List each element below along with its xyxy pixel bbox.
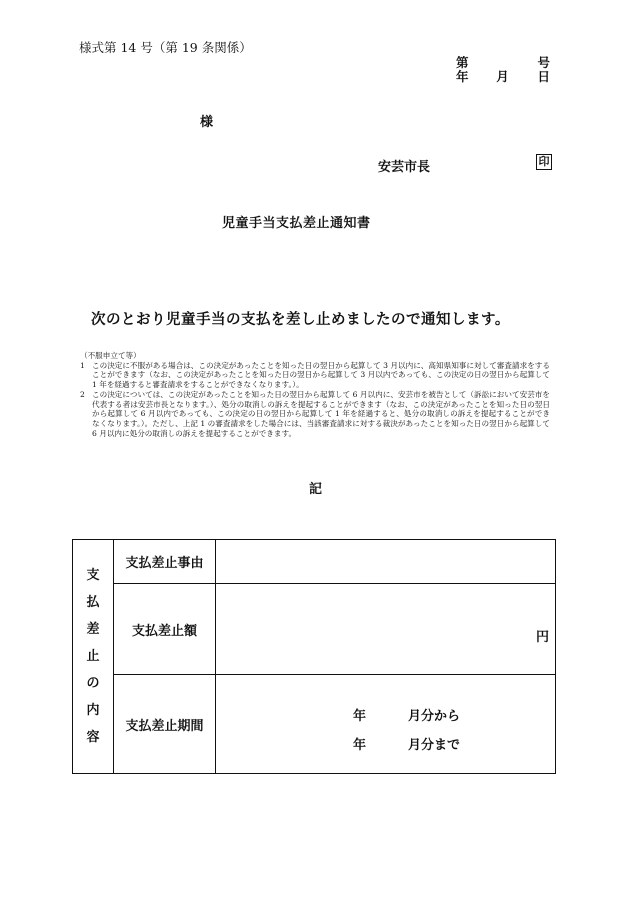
doc-number-suffix: 号 bbox=[537, 55, 550, 70]
note-text: この決定に不服がある場合は、この決定があったことを知った日の翌日から起算して 3 月以内に、高知県知事に対して審査請求をすることができます（なお、この決定があったことを知った日の翌日から起算して 3 月以内であっても、この決定の日の翌日から起算して 1 年を経過すると審査請求をすることができなくなります。）。 bbox=[92, 360, 550, 390]
document-title: 児童手当支払差止通知書 bbox=[222, 216, 371, 231]
doc-number-prefix: 第 bbox=[456, 55, 469, 70]
date-month-label: 月 bbox=[496, 69, 509, 84]
side-label-char: 容 bbox=[86, 730, 100, 745]
form-reference: 様式第 14 号（第 19 条関係） bbox=[79, 40, 252, 55]
period-from bbox=[353, 702, 460, 731]
appeal-notes bbox=[80, 351, 550, 438]
table-divider bbox=[215, 540, 216, 773]
side-label-contents bbox=[73, 540, 113, 773]
period-from-month: 月分から bbox=[408, 709, 461, 724]
main-statement: 次のとおり児童手当の支払を差し止めましたので通知します。 bbox=[91, 311, 510, 328]
date-row bbox=[456, 70, 550, 84]
reason-label: 支払差止事由 bbox=[125, 556, 204, 571]
note-item bbox=[80, 390, 550, 439]
side-label-char: の bbox=[86, 676, 100, 691]
document-number-date bbox=[456, 56, 550, 84]
date-year-label: 年 bbox=[456, 69, 469, 84]
side-label-char: 止 bbox=[86, 649, 100, 664]
ki-heading: 記 bbox=[309, 482, 323, 497]
period-to-month: 月分まで bbox=[408, 738, 461, 753]
detail-table bbox=[72, 539, 556, 774]
side-label-char: 差 bbox=[86, 622, 100, 637]
amount-label: 支払差止額 bbox=[131, 623, 197, 639]
period-label: 支払差止期間 bbox=[125, 718, 204, 734]
note-item bbox=[80, 361, 550, 390]
side-label-char: 支 bbox=[86, 568, 100, 583]
amount-unit: 円 bbox=[535, 630, 549, 645]
notes-heading: （不服申立て等） bbox=[80, 351, 141, 360]
document-number-row bbox=[456, 56, 550, 70]
period-from-year: 年 bbox=[353, 709, 367, 724]
period-to-year: 年 bbox=[353, 738, 367, 753]
note-number: 1 bbox=[80, 360, 85, 370]
period-to bbox=[353, 731, 460, 760]
period-values bbox=[353, 702, 460, 760]
recipient-suffix: 様 bbox=[200, 115, 214, 130]
note-number: 2 bbox=[80, 389, 85, 399]
seal-mark: 印 bbox=[536, 154, 552, 170]
note-text: この決定については、この決定があったことを知った日の翌日から起算して 6 月以内に、安芸市を被告として（訴訟において安芸市を代表する者は安芸市長となります。）、処分の取消しの訴えを提起することができます（なお、この決定があったことを知った日の翌日から起算して 6 月以内であっても、この決定の日の翌日から起算して 1 年を経過すると、処分の取消しの訴えを提起することができなくなります。）。ただし、上記 1 の審査請求をした場合には、当該審査請求に対する裁決があったことを知った日の翌日から起算して 6 月以内に処分の取消しの訴えを提起することができます。 bbox=[92, 389, 550, 438]
side-label-char: 払 bbox=[86, 595, 100, 610]
date-day-label: 日 bbox=[537, 69, 550, 84]
issuer-name: 安芸市長 bbox=[378, 160, 431, 175]
side-label-char: 内 bbox=[86, 703, 100, 718]
